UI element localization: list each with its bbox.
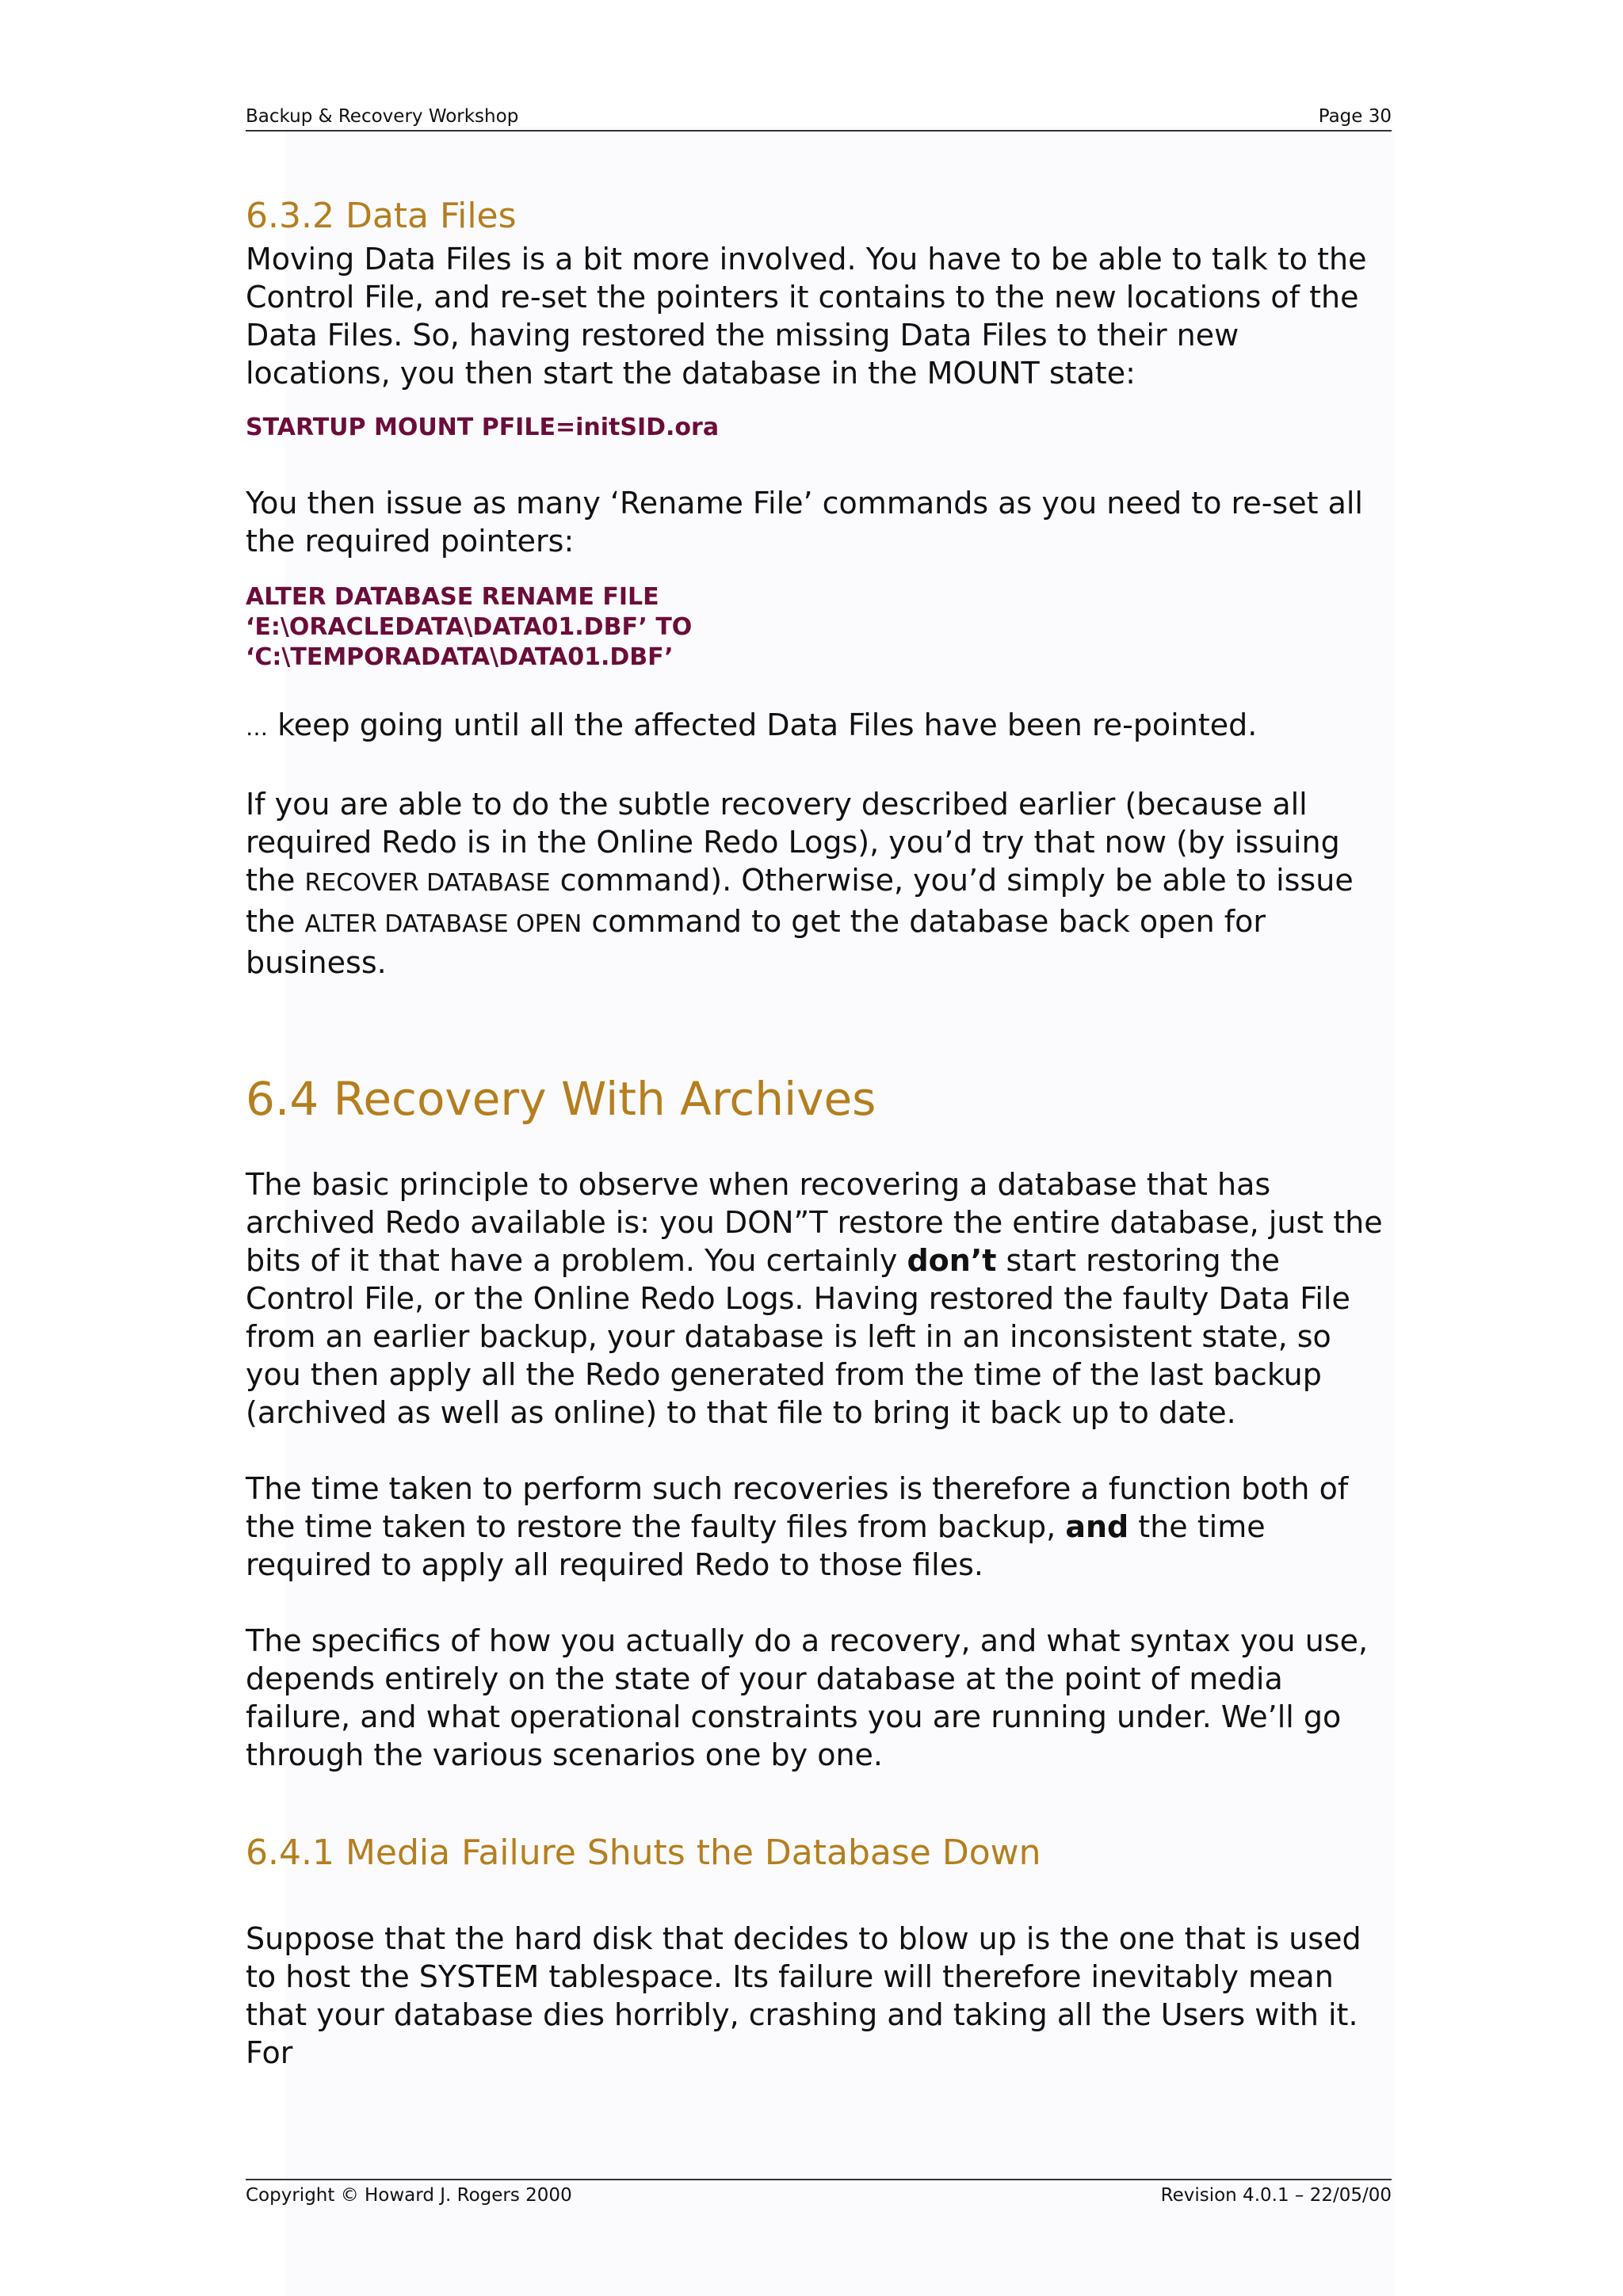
paragraph [246,1165,1392,1432]
header-title: Backup & Recovery Workshop [246,106,519,127]
section-heading-6-3-2: 6.3.2 Data Files [246,196,517,236]
paragraph-text: The basic principle to observe when recovering a database that has archived Redo available is: you DON”T restore the entire database, just the bits of it that have a problem. You certainly [246,1167,1383,1278]
paragraph [246,785,1392,982]
document-body [246,194,1392,2072]
section-heading-6-4: 6.4 Recovery With Archives [246,1072,876,1126]
inline-command: RECOVER DATABASE [304,869,551,897]
page-footer [246,2179,1392,2217]
paragraph-text: The time taken to perform such recoveries is therefore a function both of the time taken to restore the faulty files from backup, [246,1471,1349,1544]
paragraph [246,706,1392,747]
page-header [246,93,1392,132]
code-block: STARTUP MOUNT PFILE=initSID.ora [246,414,720,441]
bold-text: don’t [907,1243,997,1278]
ellipsis: … [246,715,268,741]
paragraph-text: If you are able to do the subtle recovery described earlier (because all required Redo is in the Online Redo Logs), you’d try that now (by issuing the [246,787,1340,898]
bold-text: and [1065,1509,1129,1544]
paragraph-text: the time required to apply all required Redo to those files. [246,1509,1266,1582]
paragraph-text: command to get the database back open for business. [246,904,1266,980]
code-line: ALTER DATABASE RENAME FILE [246,583,659,611]
paragraph: Moving Data Files is a bit more involved. You have to be able to talk to the Control File, and re-set the pointers it contains to the new locations of the Data Files. So, having restored the missing Data Files to their new locations, you then start the database in the MOUNT state: [246,242,1367,391]
copyright-text: Copyright © Howard J. Rogers 2000 [246,2185,572,2206]
paragraph-text: command). Otherwise, you’d simply be able to issue the [246,863,1354,939]
paragraph: The specifics of how you actually do a recovery, and what syntax you use, depends entirely on the state of your database at the point of media failure, and what operational constraints you are running under. We’ll go through the various scenarios one by one. [246,1623,1369,1772]
paragraph-text: keep going until all the affected Data Files have been re-pointed. [268,707,1258,742]
paragraph: You then issue as many ‘Rename File’ commands as you need to re-set all the required pointers: [246,486,1363,559]
code-line: ‘E:\ORACLEDATA\DATA01.DBF’ TO [246,613,693,641]
paragraph: Suppose that the hard disk that decides to blow up is the one that is used to host the SYSTEM tablespace. Its failure will therefore inevitably mean that your database dies horribly, crashing and taking all the Users with it. For [246,1921,1361,2070]
code-line: ‘C:\TEMPORADATA\DATA01.DBF’ [246,643,674,671]
code-block [246,582,1392,673]
paragraph [246,1470,1392,1584]
page-number: Page 30 [1318,106,1392,127]
inline-command: ALTER DATABASE OPEN [304,910,582,938]
revision-text: Revision 4.0.1 – 22/05/00 [1160,2185,1392,2206]
paragraph-text: start restoring the Control File, or the Online Redo Logs. Having restored the faulty Data File from an earlier backup, your database is left in an inconsistent state, so you then apply all the Redo generated from the time of the last backup (archived as well as online) to that file to bring it back up to date. [246,1243,1350,1430]
section-heading-6-4-1: 6.4.1 Media Failure Shuts the Database Down [246,1833,1041,1873]
